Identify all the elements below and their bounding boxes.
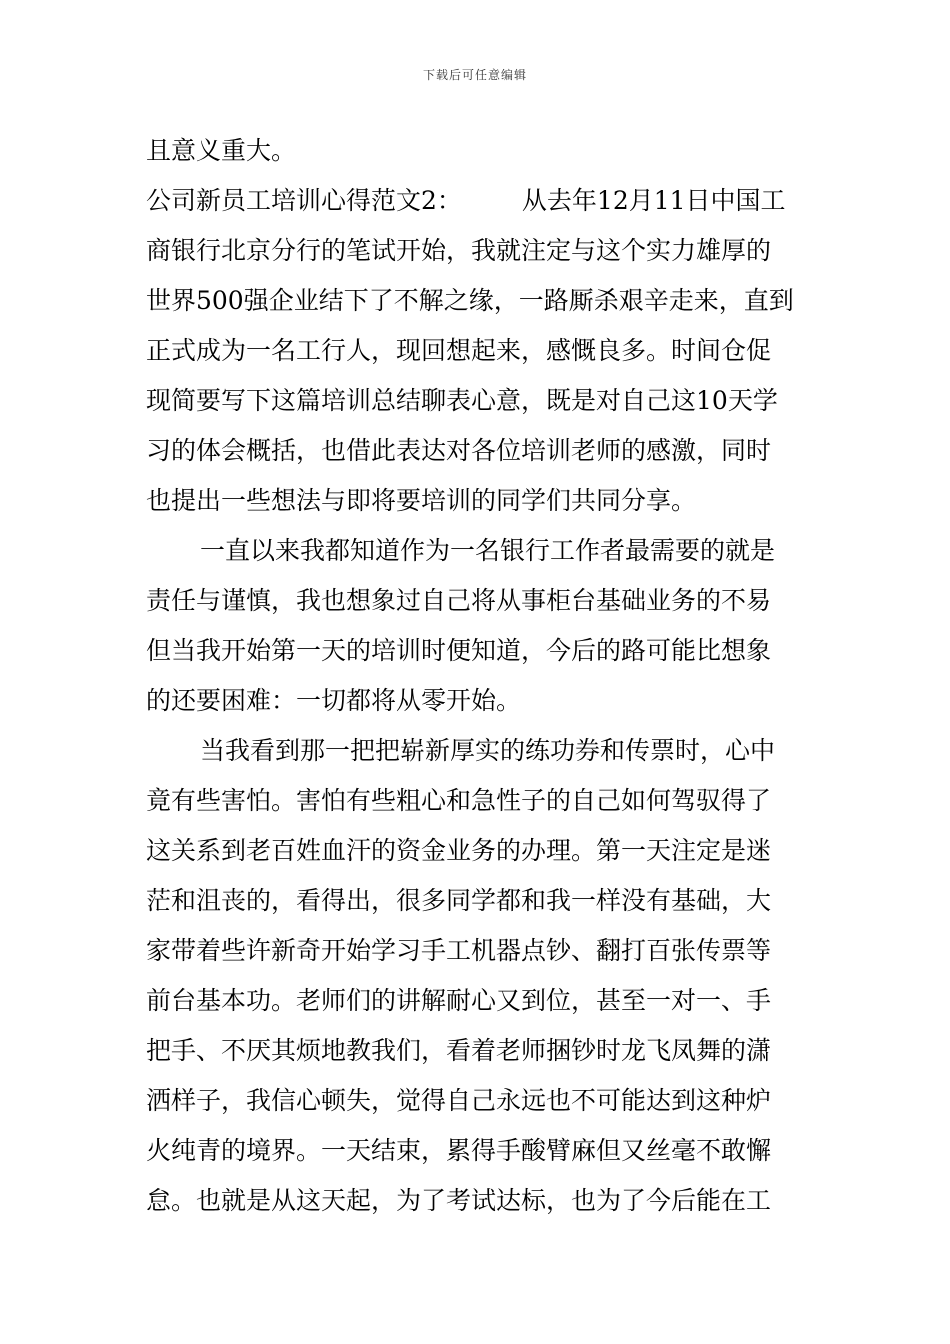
text-line: 但当我开始第一天的培训时便知道，今后的路可能比想象: [146, 636, 772, 665]
text-line: 正式成为一名工行人，现回想起来，感慨良多。时间仓促: [146, 336, 772, 365]
text-line: 且意义重大。: [146, 136, 297, 165]
text-line: 怠。也就是从这天起，为了考试达标，也为了今后能在工: [146, 1186, 772, 1215]
text-line: 前台基本功。老师们的讲解耐心又到位，甚至一对一、手: [146, 986, 772, 1015]
text-line: 这关系到老百姓血汗的资金业务的办理。第一天注定是迷: [146, 836, 772, 865]
text-line: 茫和沮丧的，看得出，很多同学都和我一样没有基础，大: [146, 886, 772, 915]
text-line: 世界500强企业结下了不解之缘，一路厮杀艰辛走来，直到: [146, 286, 794, 315]
text-segment: 从去年12月11日中国工: [521, 186, 786, 215]
text-line: 习的体会概括，也借此表达对各位培训老师的感激，同时: [146, 436, 772, 465]
text-line: 火纯青的境界。一天结束，累得手酸臂麻但又丝毫不敢懈: [146, 1136, 772, 1165]
text-line: 现简要写下这篇培训总结聊表心意，既是对自己这10天学: [146, 386, 778, 415]
paragraph-start-line: 一直以来我都知道作为一名银行工作者最需要的就是: [200, 536, 776, 565]
text-line: 责任与谨慎，我也想象过自己将从事柜台基础业务的不易: [146, 586, 772, 615]
text-line: 的还要困难：一切都将从零开始。: [146, 686, 522, 715]
document-body: [146, 126, 810, 1226]
section-heading: 公司新员工培训心得范文2：: [146, 186, 462, 215]
paragraph-start-line: 当我看到那一把把崭新厚实的练功券和传票时，心中: [200, 736, 776, 765]
text-line: 也提出一些想法与即将要培训的同学们共同分享。: [146, 486, 697, 515]
text-line: 把手、不厌其烦地教我们，看着老师捆钞时龙飞凤舞的潇: [146, 1036, 772, 1065]
text-line: 洒样子，我信心顿失，觉得自己永远也不可能达到这种炉: [146, 1086, 772, 1115]
page-header: 下载后可任意编辑: [422, 68, 527, 82]
text-line: 竟有些害怕。害怕有些粗心和急性子的自己如何驾驭得了: [146, 786, 772, 815]
text-line: 商银行北京分行的笔试开始，我就注定与这个实力雄厚的: [146, 236, 772, 265]
text-line-heading: [146, 176, 810, 226]
text-line: 家带着些许新奇开始学习手工机器点钞、翻打百张传票等: [146, 936, 772, 965]
